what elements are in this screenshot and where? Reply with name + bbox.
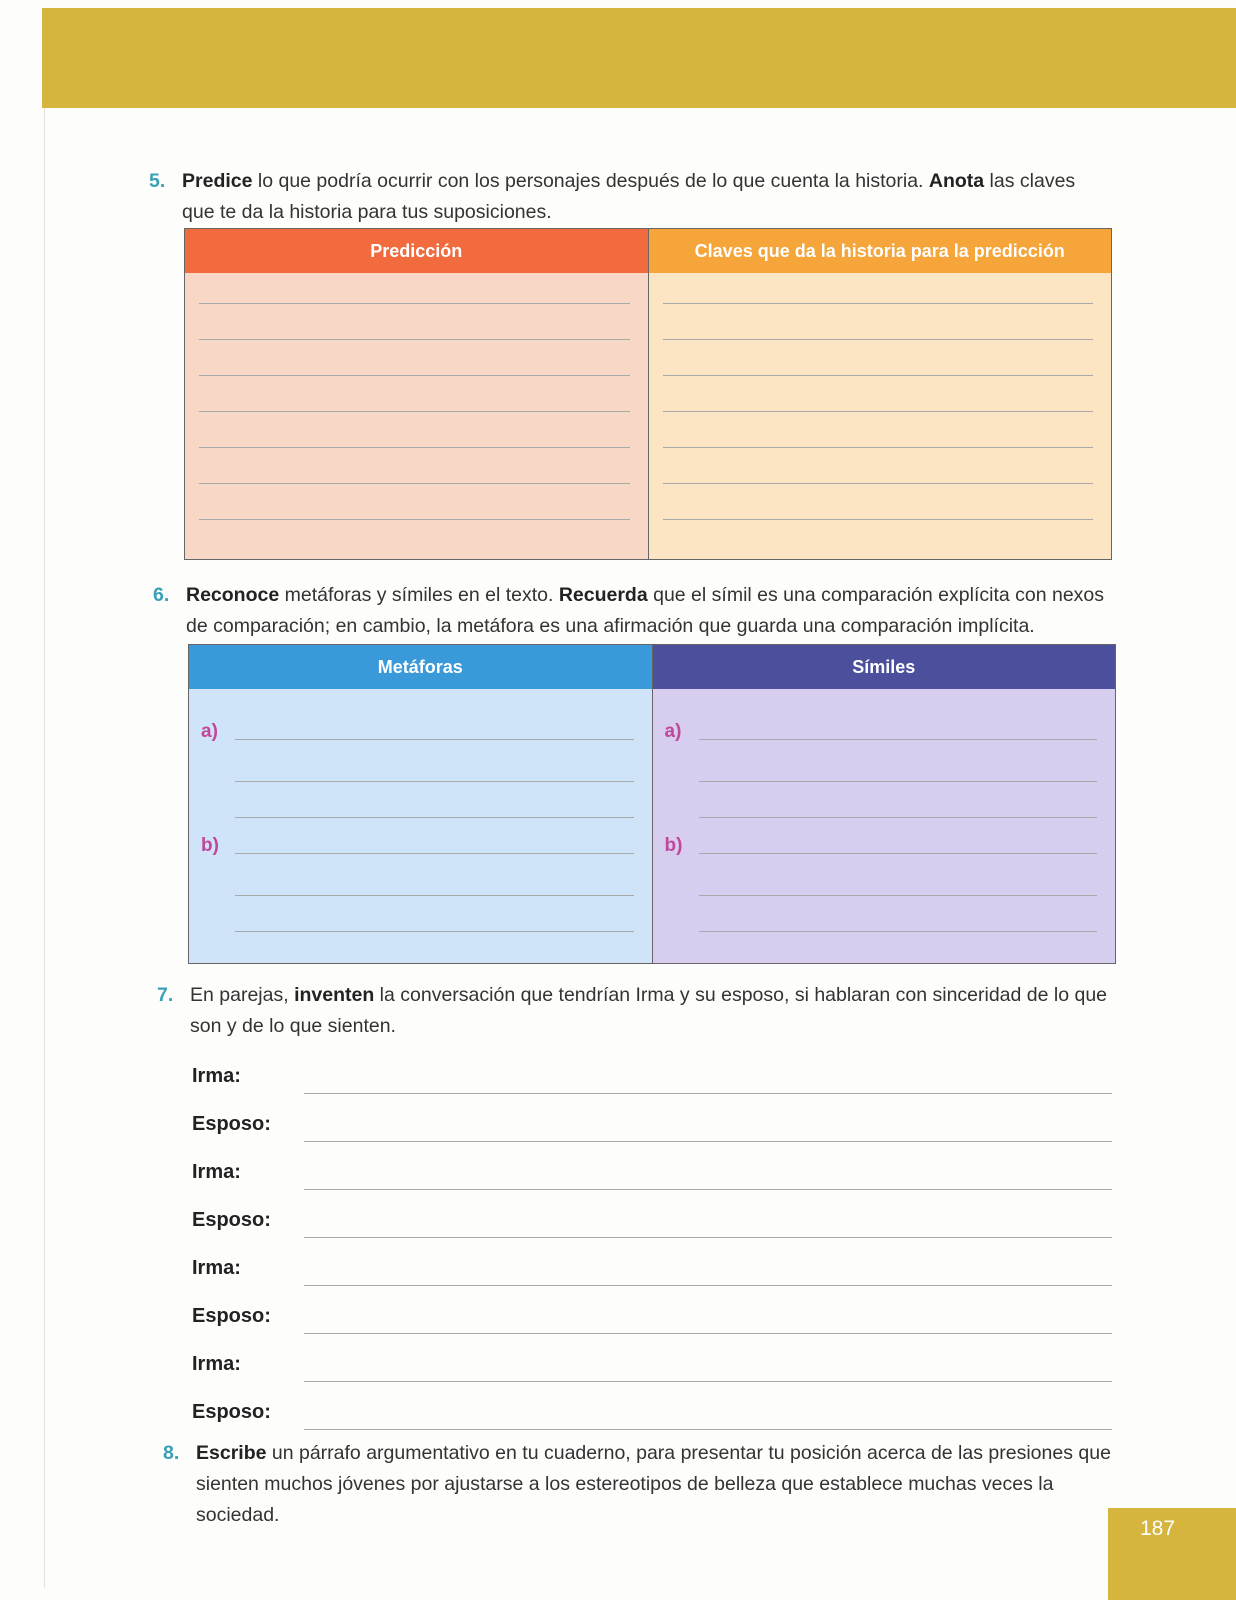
dialog-row[interactable] <box>192 1305 1112 1339</box>
instruction-verb: Predice <box>182 170 253 192</box>
answer-line <box>663 519 1094 520</box>
instruction-verb: Escribe <box>196 1442 267 1464</box>
clues-header: Claves que da la historia para la predicción <box>649 229 1112 273</box>
answer-line <box>235 781 634 782</box>
metaphors-column <box>189 645 652 963</box>
item-label-b: b) <box>201 835 219 856</box>
page-edge <box>44 108 45 1588</box>
answer-line <box>699 853 1098 854</box>
question-text: que el símil es una comparación explícita con nexos de comparación; en cambio, la metáfora es una afirmación que guarda una comparación implícita. <box>186 584 1105 637</box>
answer-line <box>663 375 1094 376</box>
answer-line <box>199 375 630 376</box>
question-text: En parejas, <box>190 984 295 1006</box>
dialog-row[interactable] <box>192 1113 1112 1147</box>
answer-line <box>304 1237 1112 1238</box>
answer-line <box>199 411 630 412</box>
instruction-verb: Anota <box>928 170 985 192</box>
answer-line <box>235 853 634 854</box>
answer-line <box>663 447 1094 448</box>
answer-line <box>235 739 634 740</box>
prediction-column <box>185 229 648 559</box>
dialog-row[interactable] <box>192 1401 1112 1435</box>
answer-line <box>304 1381 1112 1382</box>
answer-line <box>235 931 634 932</box>
question-5 <box>149 166 1112 228</box>
answer-line <box>699 895 1098 896</box>
answer-line <box>304 1429 1112 1430</box>
answer-line <box>199 519 630 520</box>
answer-line <box>304 1093 1112 1094</box>
answer-line <box>304 1333 1112 1334</box>
question-number: 5. <box>149 170 166 192</box>
prediction-answer-area[interactable] <box>185 273 648 559</box>
similes-header: Símiles <box>653 645 1116 689</box>
question-text: un párrafo argumentativo en tu cuaderno, para presentar tu posición acerca de las presiones que sienten muchos jóvenes por ajustarse a los estereotipos de belleza que establece muchas veces la sociedad. <box>196 1442 1111 1526</box>
metaphors-answer-area[interactable] <box>189 689 652 963</box>
question-number: 8. <box>163 1442 180 1464</box>
item-label-a: a) <box>201 721 218 742</box>
answer-line <box>699 739 1098 740</box>
speaker-label: Irma: <box>192 1161 241 1183</box>
similes-column <box>652 645 1116 963</box>
answer-line <box>199 303 630 304</box>
speaker-label: Esposo: <box>192 1113 271 1135</box>
prediction-table <box>184 228 1112 560</box>
item-label-a: a) <box>664 721 682 742</box>
figures-table <box>188 644 1116 964</box>
answer-line <box>235 895 634 896</box>
answer-line <box>199 339 630 340</box>
speaker-label: Irma: <box>192 1353 241 1375</box>
dialog-row[interactable] <box>192 1353 1112 1387</box>
question-6 <box>153 580 1116 642</box>
dialog-row[interactable] <box>192 1209 1112 1243</box>
answer-line <box>699 781 1098 782</box>
instruction-verb: Reconoce <box>186 584 280 606</box>
question-number: 6. <box>153 584 170 606</box>
instruction-verb: Recuerda <box>558 584 648 606</box>
answer-line <box>235 817 634 818</box>
clues-column <box>648 229 1112 559</box>
speaker-label: Esposo: <box>192 1305 271 1327</box>
answer-line <box>663 483 1094 484</box>
dialog-row[interactable] <box>192 1257 1112 1291</box>
answer-line <box>304 1285 1112 1286</box>
prediction-header: Predicción <box>185 229 648 273</box>
header-band <box>42 8 1236 108</box>
speaker-label: Irma: <box>192 1065 241 1087</box>
question-number: 7. <box>157 984 174 1006</box>
question-text: la conversación que tendrían Irma y su esposo, si hablaran con sinceridad de lo que son y de lo que sienten. <box>190 984 1108 1037</box>
question-7 <box>157 980 1120 1042</box>
dialog-row[interactable] <box>192 1065 1112 1099</box>
answer-line <box>199 447 630 448</box>
answer-line <box>304 1141 1112 1142</box>
speaker-label: Esposo: <box>192 1401 271 1423</box>
question-text: lo que podría ocurrir con los personajes después de lo que cuenta la historia. <box>252 170 929 192</box>
dialog-row[interactable] <box>192 1161 1112 1195</box>
answer-line <box>699 931 1098 932</box>
clues-answer-area[interactable] <box>649 273 1112 559</box>
answer-line <box>663 411 1094 412</box>
item-label-b: b) <box>664 835 683 856</box>
answer-line <box>304 1189 1112 1190</box>
page-number: 187 <box>1140 1517 1176 1540</box>
answer-line <box>199 483 630 484</box>
question-text: las claves que te da la historia para tus suposiciones. <box>182 170 1076 223</box>
question-text: metáforas y símiles en el texto. <box>279 584 559 606</box>
speaker-label: Irma: <box>192 1257 241 1279</box>
answer-line <box>663 303 1094 304</box>
speaker-label: Esposo: <box>192 1209 271 1231</box>
answer-line <box>663 339 1094 340</box>
similes-answer-area[interactable] <box>653 689 1116 963</box>
instruction-verb: inventen <box>294 984 375 1006</box>
question-8 <box>163 1438 1126 1531</box>
metaphors-header: Metáforas <box>189 645 652 689</box>
answer-line <box>699 817 1098 818</box>
